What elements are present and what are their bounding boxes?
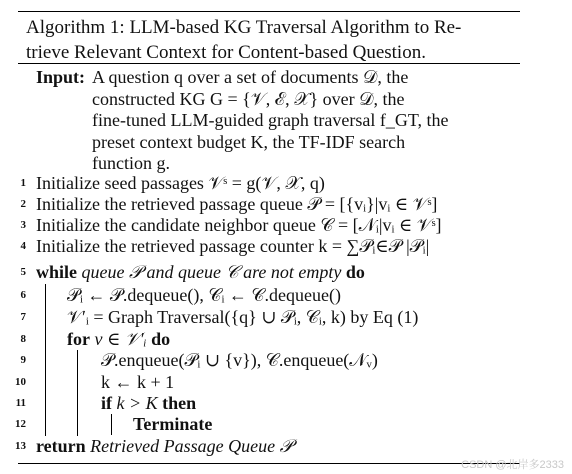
input-label: Input: [36,67,86,87]
step-number: 13 [15,440,26,452]
if-keyword: if [101,393,112,413]
input-line: preset context budget K, the TF-IDF search [92,131,406,152]
title-line-2: trieve Relevant Context for Content-based Question. [26,42,426,63]
then-keyword: then [162,393,197,413]
input-description [92,67,512,175]
step-line [0,306,540,328]
algorithm-title [26,15,518,65]
step-number: 10 [15,376,26,388]
step-number: 7 [20,311,26,323]
step-text: Initialize the retrieved passage counter k = ∑𝒫ᵢ∈𝒫 |𝒫ᵢ| [36,236,430,256]
while-condition: queue 𝒫 and queue 𝒞 are not empty [81,262,342,282]
step-number: 6 [20,289,26,301]
return-line [0,435,540,457]
step-text: Initialize the retrieved passage queue 𝒫 = [{vᵢ}|vᵢ ∈ 𝒱ˢ] [36,194,438,214]
do-keyword: do [345,262,365,282]
step-number: 4 [20,240,26,252]
header-rule [18,63,520,64]
input-line: function g. [92,153,170,173]
step-text: 𝒱′ᵢ = Graph Traversal({q} ∪ 𝒫ᵢ, 𝒞ᵢ, k) by Eq (1) [67,307,419,327]
step-number: 11 [15,397,26,409]
step-number: 3 [20,219,26,231]
title-line-1: Algorithm 1: LLM-based KG Traversal Algorithm to Re- [26,17,462,38]
step-number: 9 [20,354,26,366]
for-condition: v ∈ 𝒱′ᵢ [94,329,147,349]
step-number: 8 [20,333,26,345]
for-line [0,328,540,350]
step-line [0,214,540,236]
while-block-bar [45,284,46,436]
while-statement [36,261,365,283]
step-text: 𝒫ᵢ ← 𝒫.dequeue(), 𝒞ᵢ ← 𝒞.dequeue() [67,285,342,305]
return-value: Retrieved Passage Queue 𝒫 [90,436,293,456]
step-line [0,172,540,194]
for-statement [67,328,170,350]
step-line [0,413,540,435]
terminate-keyword: Terminate [133,414,213,434]
bottom-rule [18,463,520,464]
step-text: Initialize the candidate neighbor queue 𝒞 = [𝒩ᵢ|vᵢ ∈ 𝒱ˢ] [36,215,442,235]
for-keyword: for [67,329,90,349]
step-line [0,349,540,371]
step-line [0,193,540,215]
step-text: Initialize seed passages 𝒱ˢ = g(𝒱, 𝒳, q) [36,173,325,193]
step-text: k ← k + 1 [101,372,175,392]
top-rule [18,11,520,12]
step-text: 𝒫.enqueue(𝒫ᵢ ∪ {v}), 𝒞.enqueue(𝒩ᵥ) [101,350,378,370]
do-keyword: do [151,329,171,349]
step-number: 12 [15,418,26,430]
return-keyword: return [36,436,86,456]
while-line [0,261,540,283]
while-keyword: while [36,262,78,282]
input-line: A question q over a set of documents 𝒟, the [92,67,409,87]
return-statement [36,435,293,457]
if-line [0,392,540,414]
watermark: CSDN @北岸多2333 [461,459,564,471]
input-line: fine-tuned LLM-guided graph traversal f_GT, the [92,110,449,130]
for-block-bar [77,350,78,436]
step-number: 1 [20,177,26,189]
step-line [0,235,540,257]
input-line: constructed KG G = {𝒱, ℰ, 𝒳} over 𝒟, the [92,88,405,109]
step-line [0,371,540,393]
if-statement [101,392,196,414]
if-condition: k > K [116,393,158,413]
step-number: 5 [20,266,26,278]
if-block-bar [111,414,112,435]
step-number: 2 [20,198,26,210]
step-line [0,284,540,306]
